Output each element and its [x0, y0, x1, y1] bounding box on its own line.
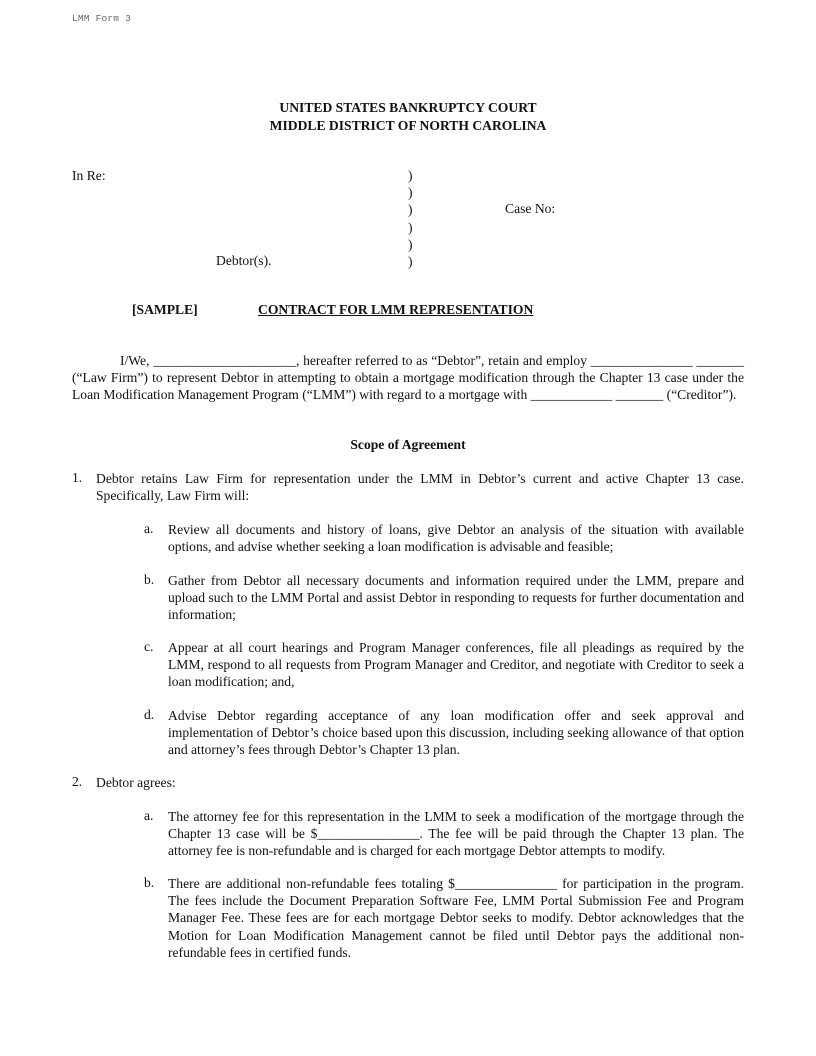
section-text: Debtor retains Law Firm for representation under the LMM in Debtor’s current and active Chapter 13 case. Specifically, Law Firm will: — [96, 471, 744, 504]
list-item — [144, 639, 744, 691]
item-text: The attorney fee for this representation in the LMM to seek a modification of the mortgage through the Chapter 13 case will be $_______________. The fee will be paid through the Chapter 13 plan. The attorney fee is non-refundable and is charged for each mortgage Debtor attempts to modify. — [168, 809, 744, 859]
section-number: 1. — [72, 470, 83, 485]
court-district: MIDDLE DISTRICT OF NORTH CAROLINA — [269, 118, 547, 133]
item-label: a. — [144, 808, 154, 823]
list-item — [144, 875, 744, 961]
case-number-label: Case No: — [505, 201, 556, 216]
in-re-label: In Re: — [72, 168, 106, 183]
item-text: There are additional non-refundable fees totaling $_______________ for participation in the program. The fees include the Document Preparation Software Fee, LMM Portal Submission Fee and Program Manager Fee. These fees are for each mortgage Debtor seeks to modify. Debtor acknowledges that the Motion for Loan Modification Management cannot be filed until Debtor pays the additional non-refundable fees in certified funds. — [168, 876, 744, 960]
list-item — [144, 808, 744, 860]
form-label: LMM Form 3 — [72, 13, 132, 24]
scope-heading: Scope of Agreement — [350, 437, 466, 452]
intro-paragraph: I/We, _____________________, hereafter referred to as “Debtor”, retain and employ _______________ _______ (“Law Firm”) to represent Debtor in attempting to obtain a mortgage modification through the Chapter 13 case under the Loan Modification Management Program (“LMM”) with regard to a mortgage with ____________ _______ (“Creditor”). — [72, 353, 744, 403]
debtor-label: Debtor(s). — [216, 253, 272, 268]
item-label: d. — [144, 707, 155, 722]
section-2 — [72, 774, 744, 791]
item-label: c. — [144, 639, 154, 654]
contract-title: CONTRACT FOR LMM REPRESENTATION — [258, 302, 534, 317]
item-text: Advise Debtor regarding acceptance of any loan modification offer and seek approval and implementation of Debtor’s choice based upon this discussion, including seeking allowance of that option and attorney’s fees through Debtor’s Chapter 13 plan. — [168, 708, 744, 758]
item-label: a. — [144, 521, 154, 536]
section-text: Debtor agrees: — [96, 775, 176, 790]
section-number: 2. — [72, 774, 83, 789]
item-label: b. — [144, 875, 155, 890]
list-item — [144, 707, 744, 759]
section-1 — [72, 470, 744, 504]
item-text: Review all documents and history of loans, give Debtor an analysis of the situation with available options, and advise whether seeking a loan modification is advisable and feasible; — [168, 522, 744, 555]
caption-parentheses: ) ) ) ) ) ) — [408, 168, 413, 270]
item-text: Gather from Debtor all necessary documents and information required under the LMM, prepare and upload such to the LMM Portal and assist Debtor in responding to requests for further documentation and information; — [168, 573, 744, 623]
sample-tag: [SAMPLE] — [132, 302, 198, 317]
court-header — [0, 99, 816, 135]
court-name: UNITED STATES BANKRUPTCY COURT — [279, 100, 537, 115]
item-label: b. — [144, 572, 155, 587]
list-item — [144, 521, 744, 555]
list-item — [144, 572, 744, 624]
item-text: Appear at all court hearings and Program Manager conferences, file all pleadings as required by the LMM, respond to all requests from Program Manager and Creditor, and negotiate with Creditor to seek a loan modification; and, — [168, 640, 744, 690]
